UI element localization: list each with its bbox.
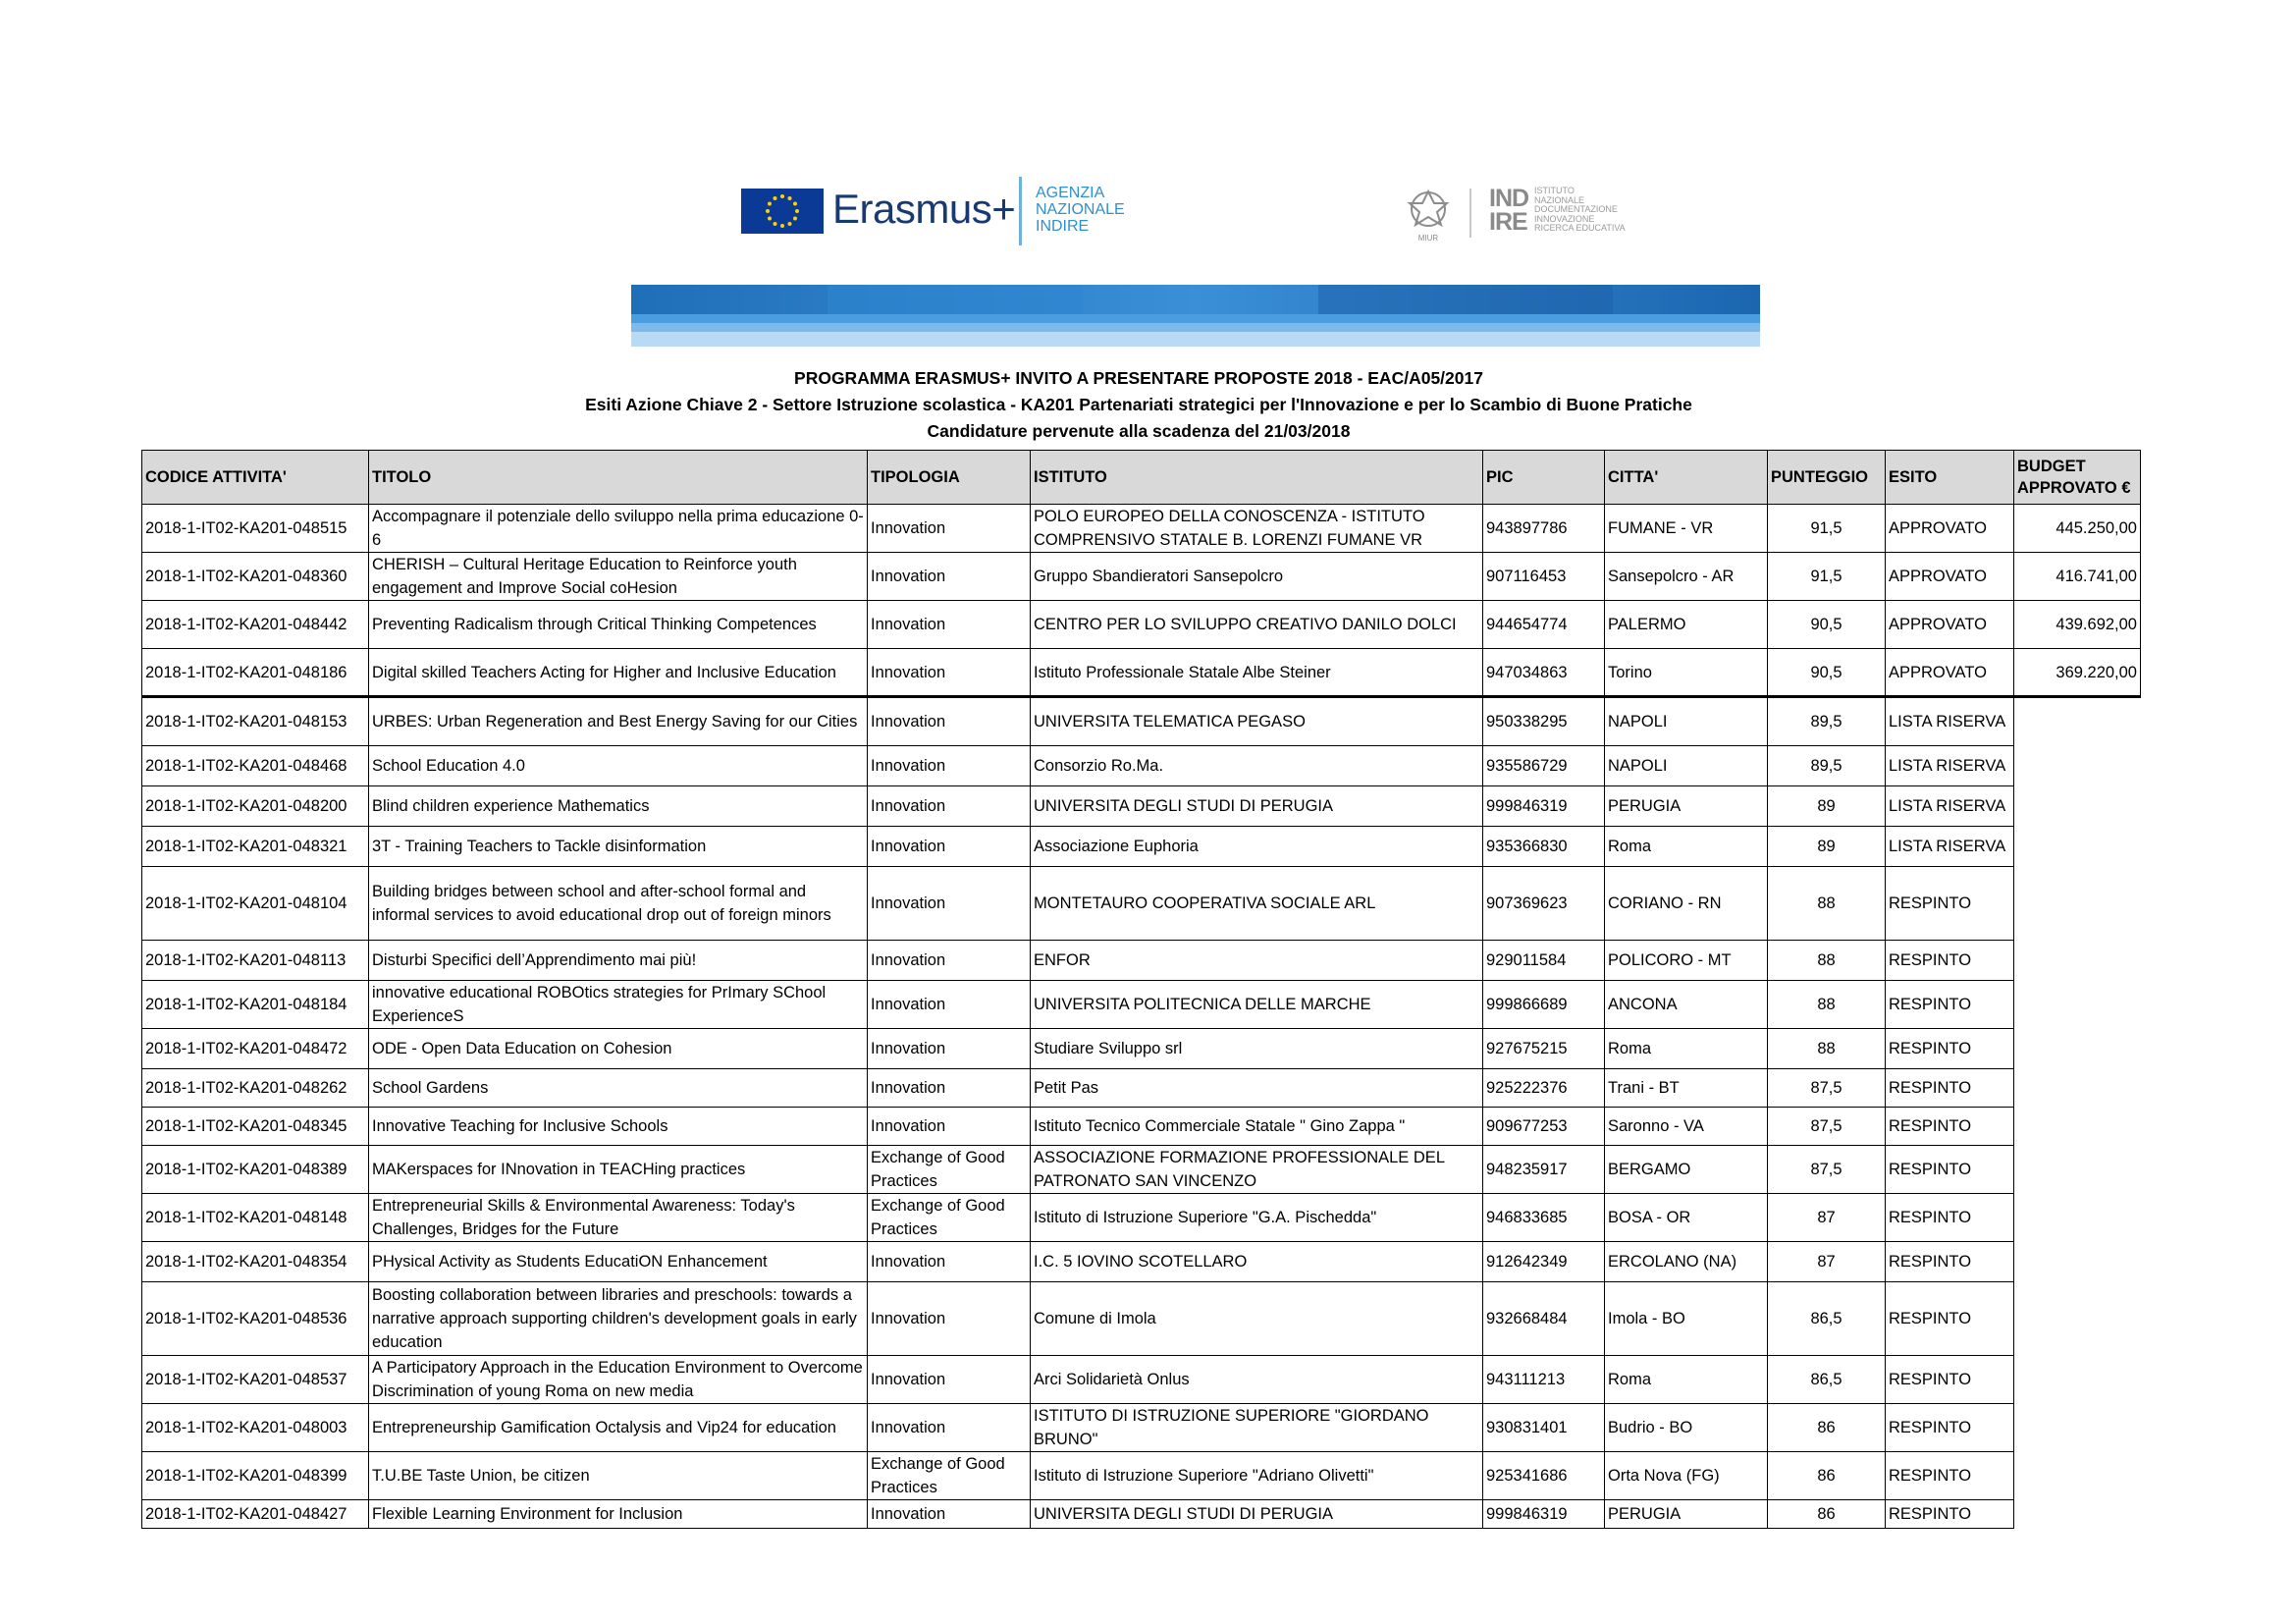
cell-city: PERUGIA: [1605, 1500, 1768, 1529]
cell-outcome: RESPINTO: [1886, 867, 2014, 941]
table-row: [142, 1194, 2141, 1242]
cell-budget: [2014, 697, 2141, 746]
cell-city: ANCONA: [1605, 981, 1768, 1029]
cell-type: Innovation: [868, 827, 1031, 867]
cell-institute: UNIVERSITA DEGLI STUDI DI PERUGIA: [1031, 786, 1483, 827]
cell-score: 86: [1768, 1452, 1886, 1500]
cell-city: FUMANE - VR: [1605, 505, 1768, 553]
cell-budget: [2014, 981, 2141, 1029]
logo-strip: [741, 177, 1659, 250]
cell-title: Building bridges between school and after-school formal and informal services to avoid educational drop out of foreign minors: [369, 867, 868, 941]
cell-budget: [2014, 1146, 2141, 1194]
cell-budget: [2014, 1500, 2141, 1529]
cell-pic: 935586729: [1483, 746, 1605, 786]
cell-type: Innovation: [868, 505, 1031, 553]
cell-outcome: RESPINTO: [1886, 1029, 2014, 1069]
table-row: [142, 601, 2141, 649]
cell-city: Budrio - BO: [1605, 1404, 1768, 1452]
logo-divider: [1019, 177, 1022, 245]
cell-city: PERUGIA: [1605, 786, 1768, 827]
cell-type: Innovation: [868, 867, 1031, 941]
cell-code: 2018-1-IT02-KA201-048262: [142, 1069, 369, 1108]
cell-institute: UNIVERSITA TELEMATICA PEGASO: [1031, 697, 1483, 746]
cell-code: 2018-1-IT02-KA201-048442: [142, 601, 369, 649]
cell-title: Entrepreneurship Gamification Octalysis and Vip24 for education: [369, 1404, 868, 1452]
cell-city: NAPOLI: [1605, 746, 1768, 786]
cell-title: 3T - Training Teachers to Tackle disinformation: [369, 827, 868, 867]
cell-type: Innovation: [868, 1029, 1031, 1069]
agency-logo-text: AGENZIA NAZIONALE INDIRE: [1036, 185, 1125, 235]
document-subtitle: Esiti Azione Chiave 2 - Settore Istruzione scolastica - KA201 Partenariati strategici per l'Innovazione e per lo Scambio di Buone Pratiche: [585, 395, 1692, 414]
cell-score: 89,5: [1768, 697, 1886, 746]
cell-institute: Istituto Tecnico Commerciale Statale " Gino Zappa ": [1031, 1108, 1483, 1146]
cell-outcome: RESPINTO: [1886, 1356, 2014, 1404]
cell-city: CORIANO - RN: [1605, 867, 1768, 941]
table-row: [142, 1069, 2141, 1108]
cell-pic: 943111213: [1483, 1356, 1605, 1404]
cell-title: A Participatory Approach in the Education Environment to Overcome Discrimination of young Roma on new media: [369, 1356, 868, 1404]
table-row: [142, 1029, 2141, 1069]
cell-outcome: RESPINTO: [1886, 1242, 2014, 1282]
cell-pic: 999846319: [1483, 1500, 1605, 1529]
cell-outcome: LISTA RISERVA: [1886, 746, 2014, 786]
cell-institute: Associazione Euphoria: [1031, 827, 1483, 867]
table-row: [142, 1146, 2141, 1194]
table-row: [142, 697, 2141, 746]
cell-city: Sansepolcro - AR: [1605, 553, 1768, 601]
cell-budget: [2014, 941, 2141, 981]
cell-pic: 925222376: [1483, 1069, 1605, 1108]
cell-code: 2018-1-IT02-KA201-048536: [142, 1282, 369, 1356]
cell-institute: ENFOR: [1031, 941, 1483, 981]
cell-code: 2018-1-IT02-KA201-048184: [142, 981, 369, 1029]
cell-code: 2018-1-IT02-KA201-048472: [142, 1029, 369, 1069]
cell-code: 2018-1-IT02-KA201-048389: [142, 1146, 369, 1194]
cell-institute: I.C. 5 IOVINO SCOTELLARO: [1031, 1242, 1483, 1282]
cell-title: School Education 4.0: [369, 746, 868, 786]
cell-score: 86,5: [1768, 1282, 1886, 1356]
cell-code: 2018-1-IT02-KA201-048148: [142, 1194, 369, 1242]
cell-pic: 929011584: [1483, 941, 1605, 981]
cell-outcome: APPROVATO: [1886, 649, 2014, 697]
cell-outcome: LISTA RISERVA: [1886, 786, 2014, 827]
cell-score: 87: [1768, 1242, 1886, 1282]
cell-pic: 948235917: [1483, 1146, 1605, 1194]
cell-budget: [2014, 827, 2141, 867]
cell-outcome: APPROVATO: [1886, 505, 2014, 553]
cell-institute: CENTRO PER LO SVILUPPO CREATIVO DANILO DOLCI: [1031, 601, 1483, 649]
cell-score: 89,5: [1768, 746, 1886, 786]
cell-pic: 907116453: [1483, 553, 1605, 601]
table-row: [142, 867, 2141, 941]
cell-outcome: LISTA RISERVA: [1886, 697, 2014, 746]
cell-code: 2018-1-IT02-KA201-048537: [142, 1356, 369, 1404]
table-header-row: [142, 451, 2141, 505]
cell-title: Entrepreneurial Skills & Environmental Awareness: Today's Challenges, Bridges for the Future: [369, 1194, 868, 1242]
cell-institute: Istituto Professionale Statale Albe Steiner: [1031, 649, 1483, 697]
cell-pic: 947034863: [1483, 649, 1605, 697]
cell-budget: [2014, 1069, 2141, 1108]
cell-budget: [2014, 1452, 2141, 1500]
cell-outcome: RESPINTO: [1886, 1146, 2014, 1194]
cell-institute: Studiare Sviluppo srl: [1031, 1029, 1483, 1069]
cell-city: Torino: [1605, 649, 1768, 697]
document-deadline: Candidature pervenute alla scadenza del 21/03/2018: [927, 421, 1351, 441]
cell-type: Innovation: [868, 1500, 1031, 1529]
cell-code: 2018-1-IT02-KA201-048153: [142, 697, 369, 746]
cell-code: 2018-1-IT02-KA201-048399: [142, 1452, 369, 1500]
cell-outcome: RESPINTO: [1886, 1108, 2014, 1146]
cell-type: Exchange of Good Practices: [868, 1194, 1031, 1242]
cell-code: 2018-1-IT02-KA201-048360: [142, 553, 369, 601]
cell-budget: [2014, 1404, 2141, 1452]
cell-type: Innovation: [868, 786, 1031, 827]
cell-code: 2018-1-IT02-KA201-048186: [142, 649, 369, 697]
cell-type: Innovation: [868, 553, 1031, 601]
table-row: [142, 981, 2141, 1029]
cell-institute: ISTITUTO DI ISTRUZIONE SUPERIORE "GIORDANO BRUNO": [1031, 1404, 1483, 1452]
header-cell: PIC: [1483, 451, 1605, 505]
cell-score: 86: [1768, 1404, 1886, 1452]
cell-code: 2018-1-IT02-KA201-048321: [142, 827, 369, 867]
table-row: [142, 746, 2141, 786]
cell-city: Imola - BO: [1605, 1282, 1768, 1356]
cell-pic: 909677253: [1483, 1108, 1605, 1146]
cell-title: innovative educational ROBOtics strategies for PrImary SChool ExperienceS: [369, 981, 868, 1029]
cell-pic: 944654774: [1483, 601, 1605, 649]
cell-type: Innovation: [868, 1282, 1031, 1356]
cell-budget: [2014, 1108, 2141, 1146]
logo-divider: [1469, 189, 1471, 238]
cell-pic: 999866689: [1483, 981, 1605, 1029]
indire-logo-subtitle: ISTITUTO NAZIONALE DOCUMENTAZIONE INNOVAZIONE RICERCA EDUCATIVA: [1534, 186, 1626, 233]
cell-title: ODE - Open Data Education on Cohesion: [369, 1029, 868, 1069]
cell-code: 2018-1-IT02-KA201-048003: [142, 1404, 369, 1452]
cell-code: 2018-1-IT02-KA201-048345: [142, 1108, 369, 1146]
results-table: [141, 450, 2141, 1529]
cell-type: Innovation: [868, 1069, 1031, 1108]
cell-title: Blind children experience Mathematics: [369, 786, 868, 827]
header-cell: CITTA': [1605, 451, 1768, 505]
cell-title: PHysical Activity as Students EducatiON Enhancement: [369, 1242, 868, 1282]
table-row: [142, 1452, 2141, 1500]
cell-title: Innovative Teaching for Inclusive Schools: [369, 1108, 868, 1146]
cell-institute: UNIVERSITA DEGLI STUDI DI PERUGIA: [1031, 1500, 1483, 1529]
cell-budget: [2014, 746, 2141, 786]
table-row: [142, 827, 2141, 867]
cell-budget: [2014, 1356, 2141, 1404]
cell-code: 2018-1-IT02-KA201-048515: [142, 505, 369, 553]
cell-type: Innovation: [868, 1356, 1031, 1404]
cell-pic: 930831401: [1483, 1404, 1605, 1452]
cell-title: CHERISH – Cultural Heritage Education to Reinforce youth engagement and Improve Social coHesion: [369, 553, 868, 601]
cell-title: Flexible Learning Environment for Inclusion: [369, 1500, 868, 1529]
cell-budget: 445.250,00: [2014, 505, 2141, 553]
table-row: [142, 505, 2141, 553]
cell-budget: [2014, 1242, 2141, 1282]
table-row: [142, 1356, 2141, 1404]
cell-code: 2018-1-IT02-KA201-048354: [142, 1242, 369, 1282]
cell-type: Exchange of Good Practices: [868, 1452, 1031, 1500]
eu-flag-logo: [741, 189, 824, 234]
cell-institute: ASSOCIAZIONE FORMAZIONE PROFESSIONALE DEL PATRONATO SAN VINCENZO: [1031, 1146, 1483, 1194]
cell-city: ERCOLANO (NA): [1605, 1242, 1768, 1282]
cell-institute: Istituto di Istruzione Superiore "Adriano Olivetti": [1031, 1452, 1483, 1500]
cell-city: POLICORO - MT: [1605, 941, 1768, 981]
cell-budget: 439.692,00: [2014, 601, 2141, 649]
erasmus-logo-text: Erasmus+: [832, 186, 1016, 232]
decorative-banner: [631, 285, 1760, 347]
header-cell: CODICE ATTIVITA': [142, 451, 369, 505]
cell-type: Exchange of Good Practices: [868, 1146, 1031, 1194]
header-cell: PUNTEGGIO: [1768, 451, 1886, 505]
cell-type: Innovation: [868, 601, 1031, 649]
cell-pic: 927675215: [1483, 1029, 1605, 1069]
cell-budget: [2014, 1282, 2141, 1356]
cell-outcome: RESPINTO: [1886, 981, 2014, 1029]
cell-budget: [2014, 786, 2141, 827]
cell-type: Innovation: [868, 746, 1031, 786]
header-cell: ISTITUTO: [1031, 451, 1483, 505]
cell-type: Innovation: [868, 941, 1031, 981]
cell-city: Orta Nova (FG): [1605, 1452, 1768, 1500]
cell-score: 87,5: [1768, 1108, 1886, 1146]
cell-outcome: RESPINTO: [1886, 1282, 2014, 1356]
cell-score: 89: [1768, 786, 1886, 827]
cell-outcome: APPROVATO: [1886, 601, 2014, 649]
cell-budget: 369.220,00: [2014, 649, 2141, 697]
cell-institute: Petit Pas: [1031, 1069, 1483, 1108]
cell-institute: Comune di Imola: [1031, 1282, 1483, 1356]
document-headings: [147, 365, 2130, 445]
cell-type: Innovation: [868, 1108, 1031, 1146]
cell-title: T.U.BE Taste Union, be citizen: [369, 1452, 868, 1500]
cell-code: 2018-1-IT02-KA201-048113: [142, 941, 369, 981]
cell-score: 90,5: [1768, 601, 1886, 649]
cell-budget: [2014, 1194, 2141, 1242]
cell-outcome: APPROVATO: [1886, 553, 2014, 601]
cell-type: Innovation: [868, 1242, 1031, 1282]
cell-code: 2018-1-IT02-KA201-048468: [142, 746, 369, 786]
cell-institute: Arci Solidarietà Onlus: [1031, 1356, 1483, 1404]
header-cell: BUDGET APPROVATO €: [2014, 451, 2141, 505]
table-row: [142, 649, 2141, 697]
table-row: [142, 553, 2141, 601]
cell-code: 2018-1-IT02-KA201-048104: [142, 867, 369, 941]
cell-city: Roma: [1605, 1029, 1768, 1069]
cell-score: 87,5: [1768, 1069, 1886, 1108]
cell-score: 89: [1768, 827, 1886, 867]
miur-emblem-logo: [1404, 186, 1453, 244]
cell-pic: 932668484: [1483, 1282, 1605, 1356]
indire-logo: IND IRE: [1489, 185, 1529, 236]
cell-type: Innovation: [868, 649, 1031, 697]
cell-title: Accompagnare il potenziale dello sviluppo nella prima educazione 0-6: [369, 505, 868, 553]
cell-type: Innovation: [868, 697, 1031, 746]
cell-city: BOSA - OR: [1605, 1194, 1768, 1242]
cell-city: Trani - BT: [1605, 1069, 1768, 1108]
cell-title: Disturbi Specifici dell’Apprendimento mai più!: [369, 941, 868, 981]
cell-budget: 416.741,00: [2014, 553, 2141, 601]
cell-institute: Gruppo Sbandieratori Sansepolcro: [1031, 553, 1483, 601]
cell-city: Roma: [1605, 827, 1768, 867]
cell-pic: 999846319: [1483, 786, 1605, 827]
cell-budget: [2014, 867, 2141, 941]
cell-title: Preventing Radicalism through Critical Thinking Competences: [369, 601, 868, 649]
cell-institute: UNIVERSITA POLITECNICA DELLE MARCHE: [1031, 981, 1483, 1029]
cell-score: 86,5: [1768, 1356, 1886, 1404]
cell-outcome: RESPINTO: [1886, 1069, 2014, 1108]
cell-pic: 943897786: [1483, 505, 1605, 553]
table-row: [142, 786, 2141, 827]
cell-city: PALERMO: [1605, 601, 1768, 649]
cell-outcome: RESPINTO: [1886, 941, 2014, 981]
cell-type: Innovation: [868, 981, 1031, 1029]
cell-score: 87,5: [1768, 1146, 1886, 1194]
cell-title: MAKerspaces for INnovation in TEACHing practices: [369, 1146, 868, 1194]
table-row: [142, 1404, 2141, 1452]
cell-title: Digital skilled Teachers Acting for Higher and Inclusive Education: [369, 649, 868, 697]
svg-text:MIUR: MIUR: [1417, 234, 1439, 243]
cell-institute: Istituto di Istruzione Superiore "G.A. Pischedda": [1031, 1194, 1483, 1242]
cell-institute: MONTETAURO COOPERATIVA SOCIALE ARL: [1031, 867, 1483, 941]
cell-score: 91,5: [1768, 553, 1886, 601]
cell-type: Innovation: [868, 1404, 1031, 1452]
cell-outcome: LISTA RISERVA: [1886, 827, 2014, 867]
header-cell: TIPOLOGIA: [868, 451, 1031, 505]
cell-city: NAPOLI: [1605, 697, 1768, 746]
cell-pic: 950338295: [1483, 697, 1605, 746]
cell-outcome: RESPINTO: [1886, 1500, 2014, 1529]
cell-institute: POLO EUROPEO DELLA CONOSCENZA - ISTITUTO COMPRENSIVO STATALE B. LORENZI FUMANE VR: [1031, 505, 1483, 553]
cell-city: Saronno - VA: [1605, 1108, 1768, 1146]
cell-pic: 925341686: [1483, 1452, 1605, 1500]
table-row: [142, 1242, 2141, 1282]
cell-score: 88: [1768, 981, 1886, 1029]
cell-title: URBES: Urban Regeneration and Best Energy Saving for our Cities: [369, 697, 868, 746]
table-row: [142, 941, 2141, 981]
cell-institute: Consorzio Ro.Ma.: [1031, 746, 1483, 786]
cell-pic: 935366830: [1483, 827, 1605, 867]
cell-score: 88: [1768, 1029, 1886, 1069]
cell-score: 88: [1768, 941, 1886, 981]
cell-score: 86: [1768, 1500, 1886, 1529]
table-row: [142, 1500, 2141, 1529]
cell-code: 2018-1-IT02-KA201-048200: [142, 786, 369, 827]
document-title: PROGRAMMA ERASMUS+ INVITO A PRESENTARE PROPOSTE 2018 - EAC/A05/2017: [794, 368, 1483, 388]
cell-outcome: RESPINTO: [1886, 1404, 2014, 1452]
cell-outcome: RESPINTO: [1886, 1194, 2014, 1242]
cell-score: 91,5: [1768, 505, 1886, 553]
cell-outcome: RESPINTO: [1886, 1452, 2014, 1500]
cell-title: Boosting collaboration between libraries and preschools: towards a narrative approach supporting children's development goals in early education: [369, 1282, 868, 1356]
cell-score: 87: [1768, 1194, 1886, 1242]
cell-score: 88: [1768, 867, 1886, 941]
header-cell: ESITO: [1886, 451, 2014, 505]
cell-city: BERGAMO: [1605, 1146, 1768, 1194]
cell-score: 90,5: [1768, 649, 1886, 697]
cell-pic: 912642349: [1483, 1242, 1605, 1282]
cell-code: 2018-1-IT02-KA201-048427: [142, 1500, 369, 1529]
header-cell: TITOLO: [369, 451, 868, 505]
cell-pic: 946833685: [1483, 1194, 1605, 1242]
cell-city: Roma: [1605, 1356, 1768, 1404]
table-row: [142, 1282, 2141, 1356]
cell-budget: [2014, 1029, 2141, 1069]
cell-title: School Gardens: [369, 1069, 868, 1108]
cell-pic: 907369623: [1483, 867, 1605, 941]
table-row: [142, 1108, 2141, 1146]
